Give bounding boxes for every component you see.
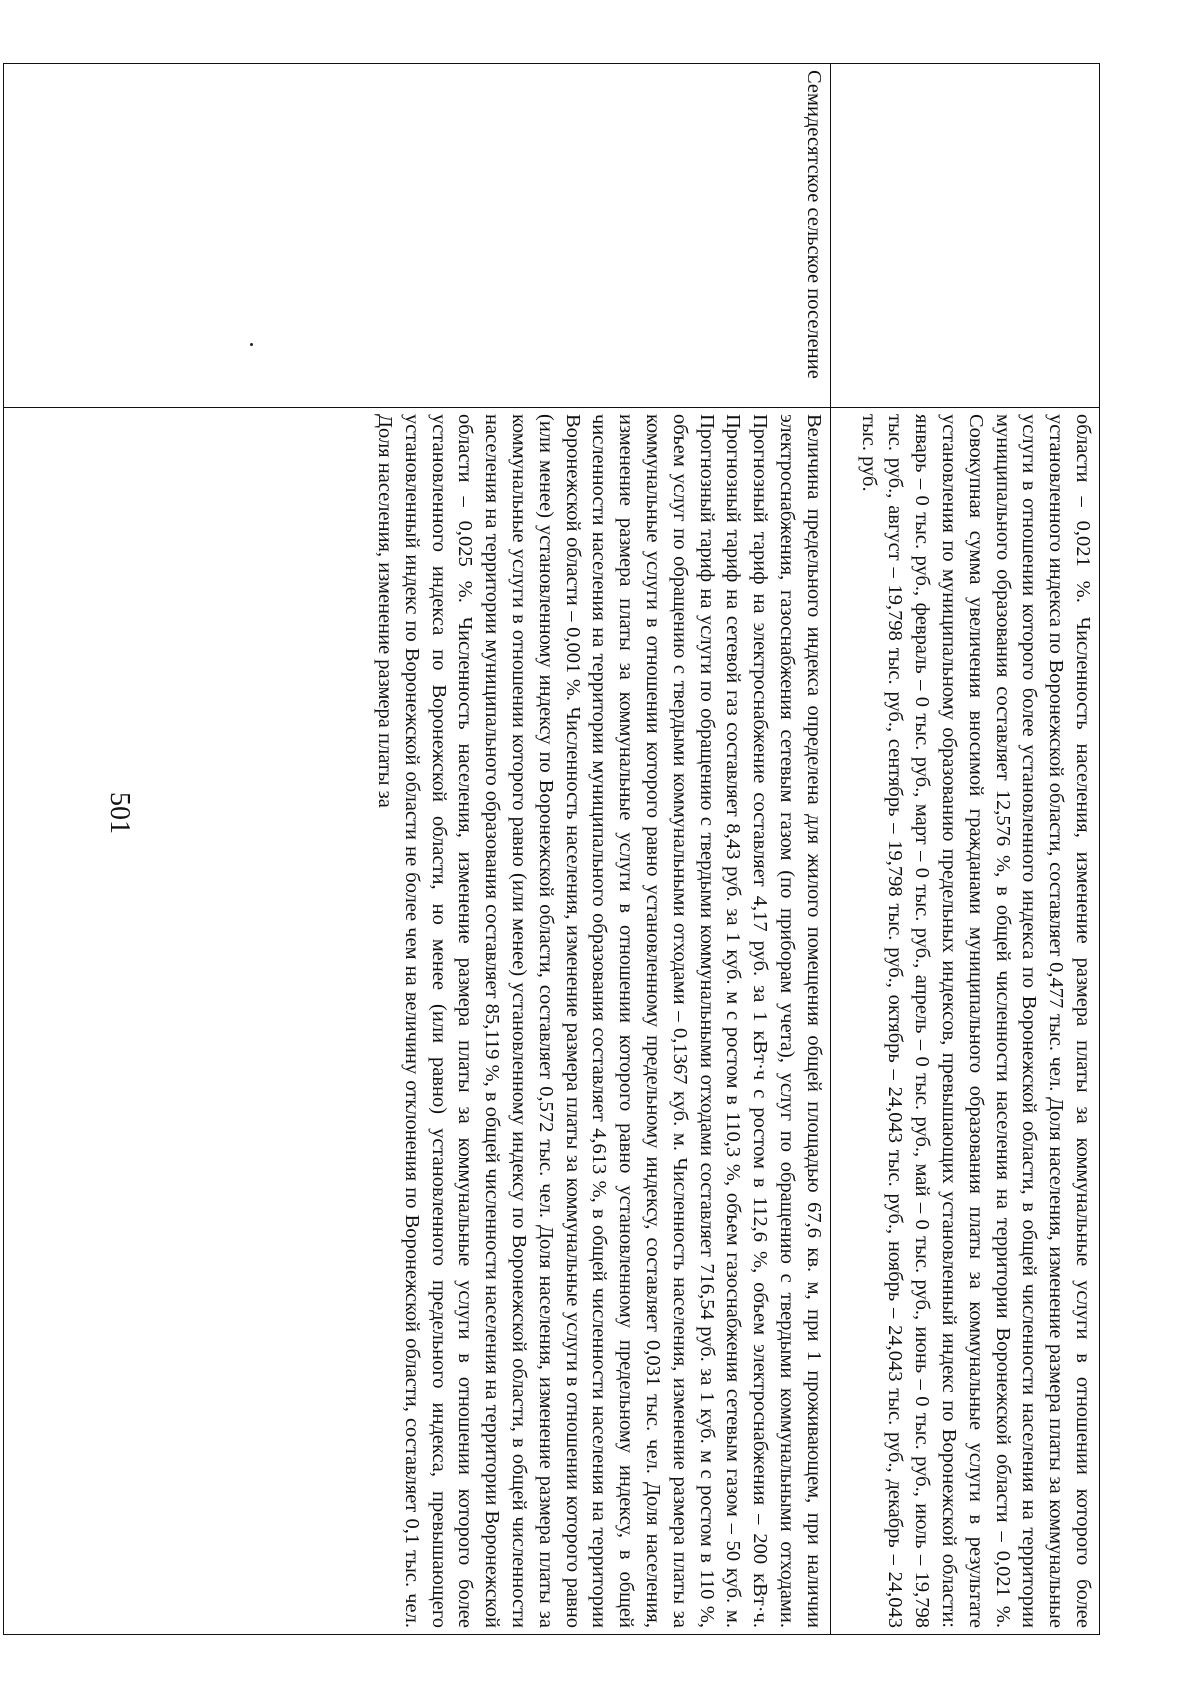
table-row (4, 64, 831, 1635)
scan-speck (250, 343, 253, 346)
description-cell (830, 408, 1099, 1635)
description-text: области – 0,021 %. Численность населения, изменение размера платы за коммунальные услуги в отношении которого более установленного индекса по Воронежской области, составляет 0,477 тыс. чел. Доля населения, изменение размера платы за коммунальные услуги в отношении которого более установленного индекса по Воронежской области, в общей численности населения на территории муниципального образования составляет 12,576 %, в общей численности населения на территории Воронежской области – 0,021 %. Совокупная сумма увеличения вносимой гражданами муниципального образования платы за коммунальные услуги в результате установления по муниципальному образованию предельных индексов, превышающих установленный индекс по Воронежской области: январь – 0 тыс. руб., февраль – 0 тыс. руб., март – 0 тыс. руб., апрель – 0 тыс. руб., май – 0 тыс. руб., июнь – 0 тыс. руб., июль – 19,798 тыс. руб., август – 19,798 тыс. руб., сентябрь – 19,798 тыс. руб., октябрь – 24,043 тыс. руб., ноябрь – 24,043 тыс. руб., декабрь – 24,043 тыс. руб. (857, 414, 1094, 1628)
description-text: Величина предельного индекса определена для жилого помещения общей площадью 67,6 кв. м, при 1 проживающем, при наличии электроснабжения, газоснабжения сетевым газом (по приборам учета), услуг по обращению с твердыми коммунальными отходами. Прогнозный тариф на электроснабжение составляет 4,17 руб. за 1 кВт·ч с ростом в 112,6 %, объем электроснабжения – 200 кВт·ч. Прогнозный тариф на сетевой газ составляет 8,43 руб. за 1 куб. м с ростом в 110,3 %, объем газоснабжения сетевым газом – 50 куб. м. Прогнозный тариф на услуги по обращению с твердыми коммунальными отходами составляет 716,54 руб. за 1 куб. м с ростом в 110 %, объем услуг по обращению с твердыми коммунальными отходами – 0,1367 куб. м. Численность населения, изменение размера платы за коммунальные услуги в отношении которого равно установленному предельному индексу, составляет 0,031 тыс. чел. Доля населения, изменение размера платы за коммунальные услуги в отношении которого равно установленному предельному индексу, в общей численности населения на территории муниципального образования составляет 4,613 %, в общей численности населения на территории Воронежской области – 0,001 %. Численность населения, изменение размера платы за коммунальные услуги в отношении которого равно (или менее) установленному индексу по Воронежской области, составляет 0,572 тыс. чел. Доля населения, изменение размера платы за коммунальные услуги в отношении которого равно (или менее) установленному индексу по Воронежской области, в общей численности населения на территории муниципального образования составляет 85,119 %, в общей численности населения на территории Воронежской области – 0,025 %. Численность населения, изменение размера платы за коммунальные услуги в отношении которого более установленного индекса по Воронежской области, но менее (или равно) установленного предельного индекса, превышающего установленный индекс по Воронежской области не более чем на величину отклонения по Воронежской области, составляет 0,1 тыс. чел. Доля населения, изменение размера платы за (374, 414, 825, 1628)
page-number: 501 (104, 792, 135, 834)
municipality-name-cell: Семидесятское сельское поселение (4, 64, 831, 408)
document-table (3, 63, 1100, 1635)
description-cell (4, 408, 831, 1635)
table-row (830, 64, 1099, 1635)
municipality-name-cell (830, 64, 1099, 408)
